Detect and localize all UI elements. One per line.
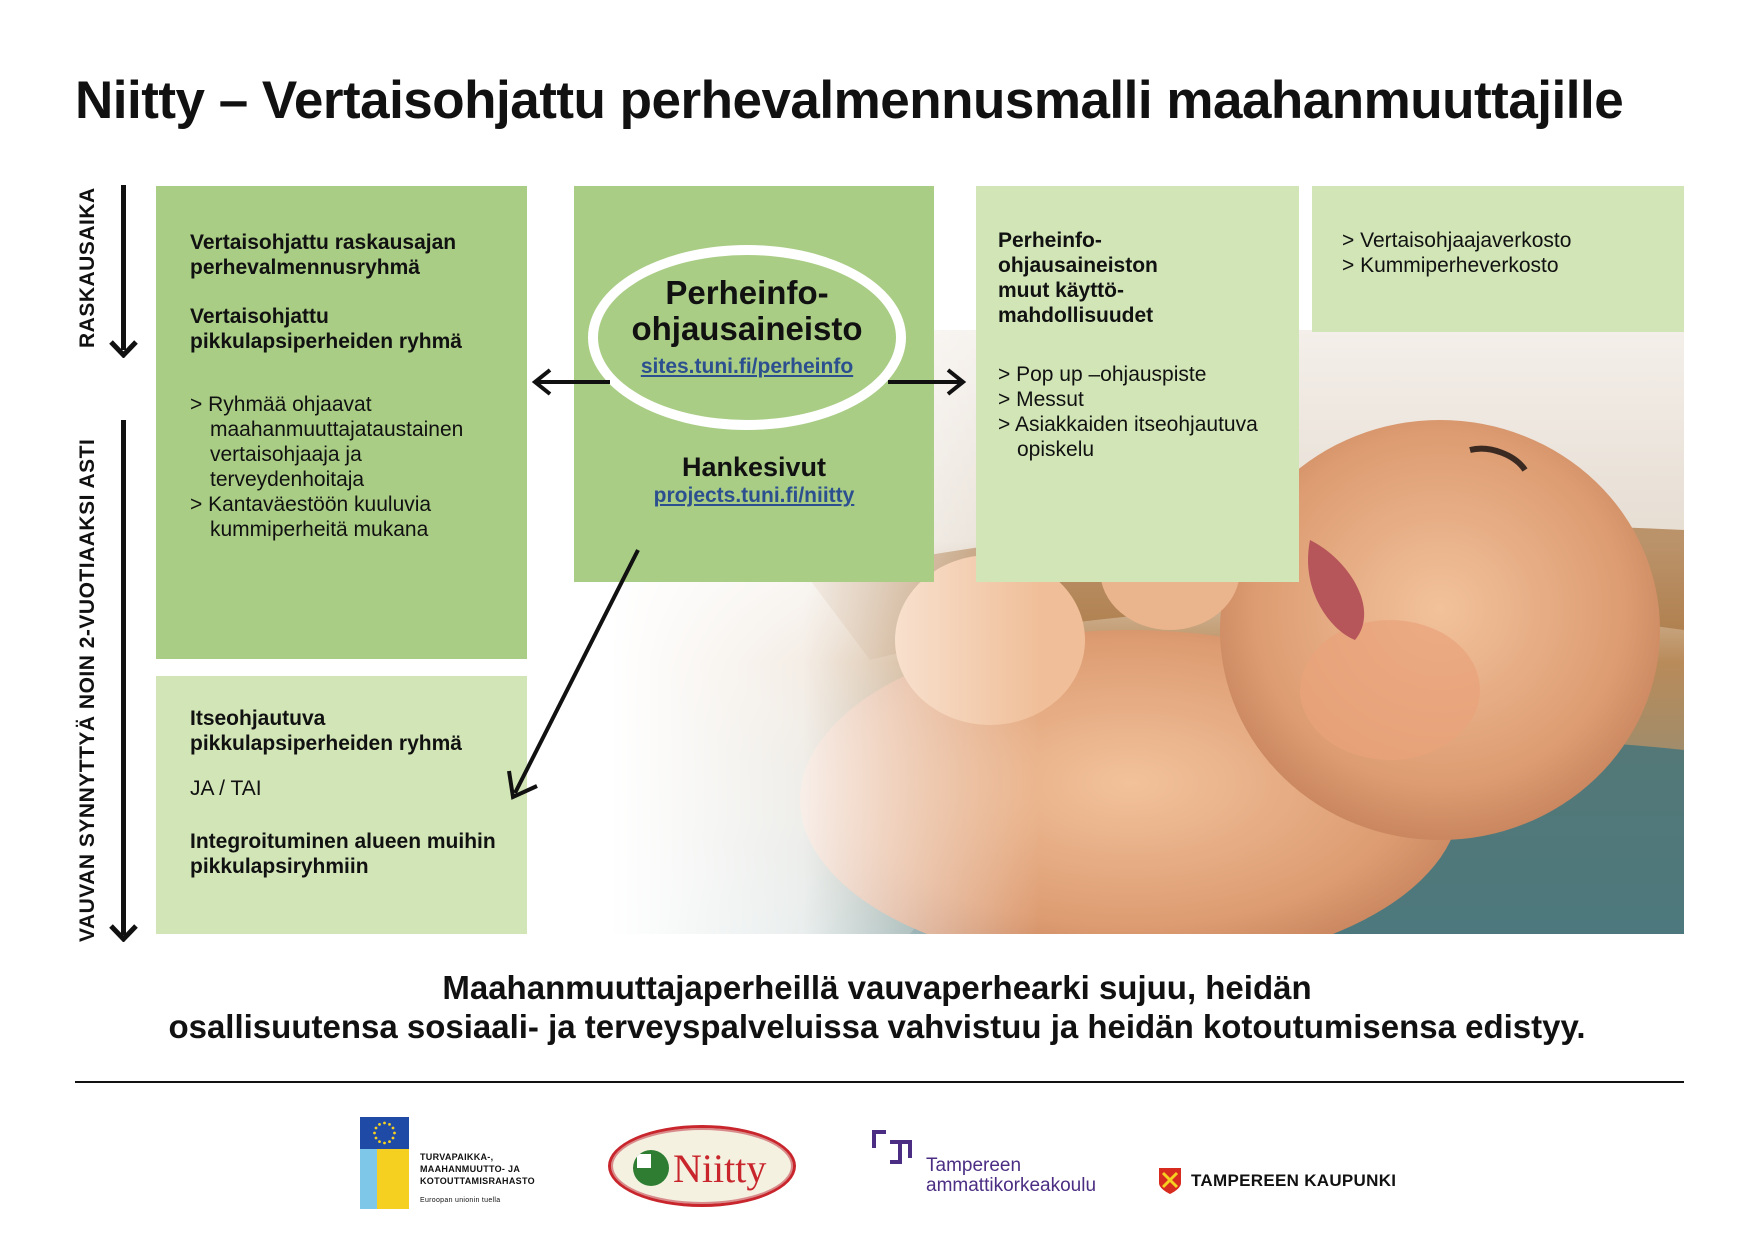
perheinfo-ellipse: [588, 245, 906, 430]
eu-fund-line2: MAAHANMUUTTO- JA: [420, 1164, 521, 1174]
tampere-crest-icon: [1158, 1167, 1182, 1195]
arrow-down-icon: [109, 340, 138, 358]
bullet-group-leaders: > Ryhmää ohjaavat maahanmuuttajataustainen vertaisohjaaja ja terveydenhoitaja: [190, 393, 464, 491]
list-item: > Asiakkaiden itseohjautuva opiskelu: [998, 413, 1258, 461]
integration-heading: Integroituminen alueen muihin pikkulapsiryhmiin: [190, 830, 496, 878]
peer-groups-box: [156, 186, 527, 659]
self-directed-group-heading: Itseohjautuva pikkulapsiperheiden ryhmä: [190, 707, 462, 755]
goal-line-1: Maahanmuuttajaperheillä vauvaperhearki sujuu, heidän: [442, 969, 1312, 1006]
goal-statement: [0, 968, 1754, 1046]
eu-fund-sub: Euroopan unionin tuella: [420, 1197, 501, 1204]
list-item: > Pop up –ohjauspiste: [998, 363, 1207, 386]
list-item: > Kummiperheverkosto: [1342, 254, 1559, 277]
eu-fund-color-bar: [360, 1149, 409, 1209]
eu-fund-line3: KOTOUTTAMISRAHASTO: [420, 1176, 535, 1186]
tamk-line1: Tampereen: [926, 1155, 1022, 1176]
niitty-emblem-icon: [633, 1150, 669, 1186]
tamk-line2: ammattikorkeakoulu: [926, 1175, 1097, 1196]
arrow-right-icon: [888, 367, 968, 397]
self-directed-box: [156, 676, 527, 934]
tamk-symbol-icon: [868, 1128, 918, 1166]
project-link[interactable]: projects.tuni.fi/niitty: [653, 484, 855, 507]
project-pages-title: Hankesivut: [681, 452, 827, 482]
timeline-label-pregnancy: RASKAUSAIKA: [76, 187, 99, 348]
tamk-logo: [868, 1128, 1108, 1198]
arrow-down-icon: [109, 924, 138, 942]
timeline-line-bottom: [121, 420, 126, 935]
eu-fund-text: [420, 1151, 535, 1207]
arrow-left-icon: [530, 367, 610, 397]
niitty-emblem-square: [637, 1154, 651, 1168]
other-uses-list: [998, 362, 1279, 462]
networks-box: [1312, 186, 1684, 332]
other-uses-box: [976, 186, 1299, 582]
peer-pregnancy-group-heading: Vertaisohjattu raskausajan perhevalmennusryhmä: [190, 231, 457, 279]
eu-flag-icon: [360, 1117, 409, 1149]
other-uses-heading: Perheinfo-ohjausaineiston muut käyttö-mahdollisuudet: [998, 229, 1158, 327]
niitty-logo: [608, 1125, 796, 1207]
arrow-diagonal-icon: [500, 545, 645, 805]
and-or-label: JA / TAI: [190, 777, 262, 800]
perheinfo-title-line2: ohjausaineisto: [631, 310, 863, 347]
eu-fund-logo: [360, 1117, 560, 1209]
perheinfo-link[interactable]: sites.tuni.fi/perheinfo: [640, 355, 854, 378]
timeline-line-top: [121, 185, 126, 350]
list-item: > Vertaisohjaajaverkosto: [1342, 229, 1572, 252]
goal-line-2: osallisuutensa sosiaali- ja terveyspalveluissa vahvistuu ja heidän kotoutumisensa edistyy.: [168, 1008, 1586, 1045]
peer-toddler-group-heading: Vertaisohjattu pikkulapsiperheiden ryhmä: [190, 305, 462, 353]
perheinfo-title-line1: Perheinfo-: [665, 274, 829, 311]
list-item: > Messut: [998, 388, 1084, 411]
niitty-logo-text: Niitty: [673, 1146, 767, 1191]
tampere-city-text: TAMPEREEN KAUPUNKI: [1191, 1171, 1397, 1190]
divider: [75, 1081, 1684, 1083]
eu-fund-line1: TURVAPAIKKA-,: [420, 1152, 494, 1162]
timeline-label-after-birth: VAUVAN SYNNYTTYÄ NOIN 2-VUOTIAAKSI ASTI: [76, 438, 99, 942]
bullet-host-families: > Kantaväestöön kuuluvia kummiperheitä mukana: [190, 493, 432, 541]
page-title: Niitty – Vertaisohjattu perhevalmennusmalli maahanmuuttajille: [75, 71, 1624, 130]
